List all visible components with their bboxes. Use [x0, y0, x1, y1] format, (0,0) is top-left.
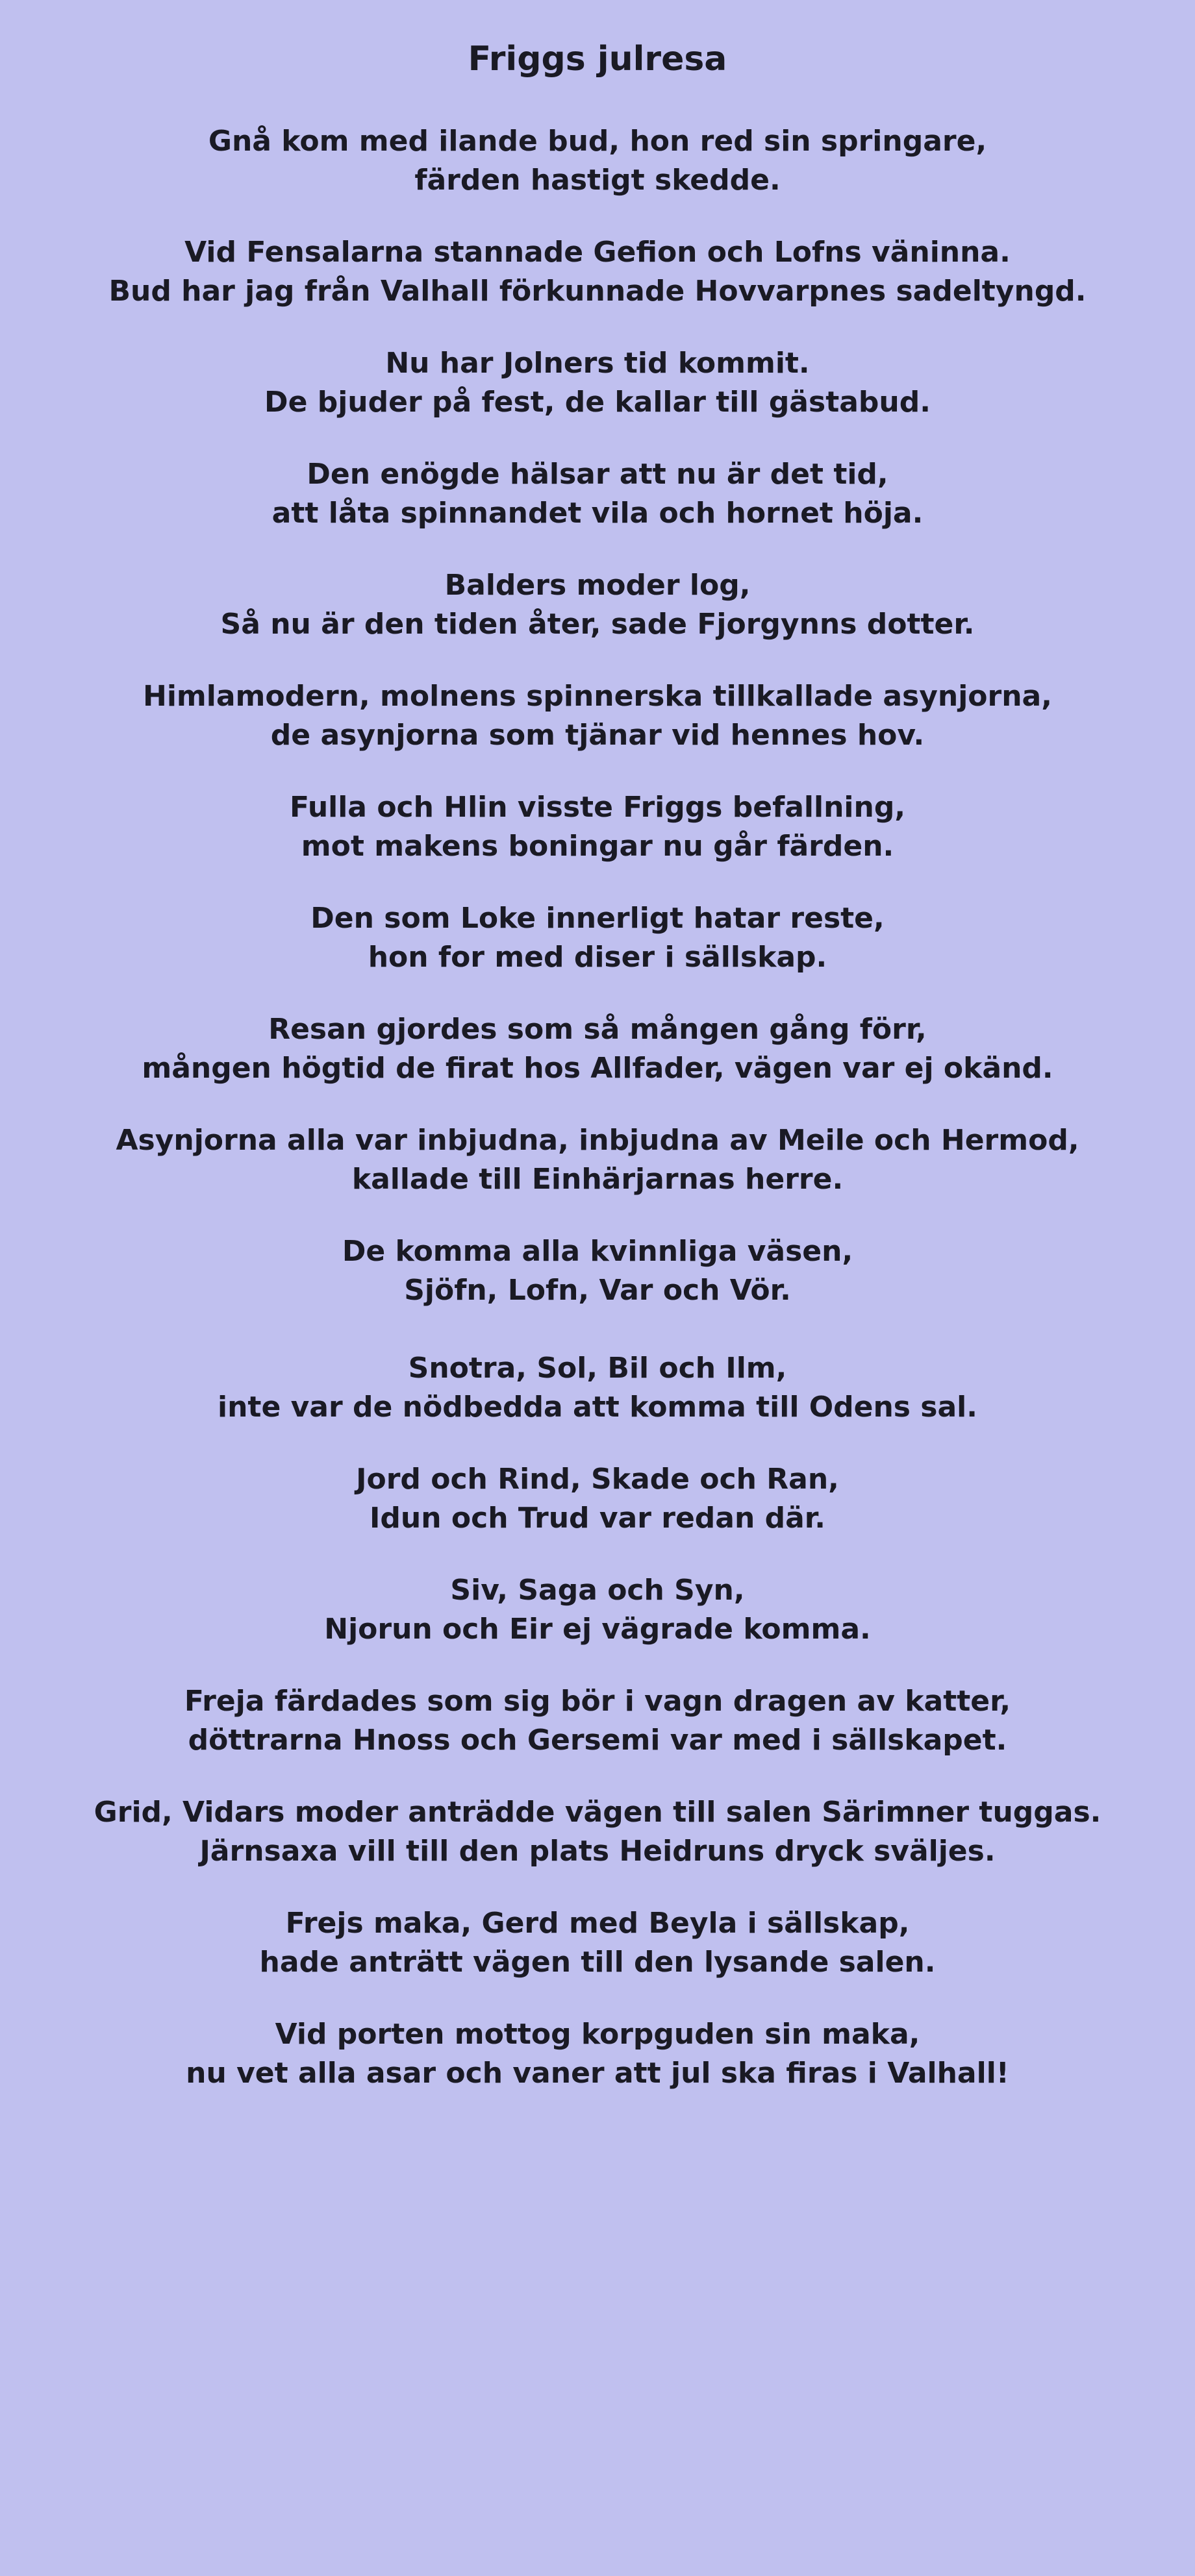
stanza — [0, 566, 1195, 644]
stanza — [0, 677, 1195, 755]
stanza-line: Balders moder log, — [444, 569, 751, 602]
stanza — [0, 1232, 1195, 1310]
stanza-line: Nu har Jolners tid kommit. — [385, 347, 810, 380]
stanza-line: mot makens boningar nu går färden. — [301, 830, 894, 863]
stanza-line: Siv, Saga och Syn, — [450, 1574, 745, 1607]
stanza-line: Jord och Rind, Skade och Ran, — [356, 1463, 839, 1496]
stanza-line: Resan gjordes som så mången gång förr, — [268, 1013, 927, 1046]
stanza — [0, 233, 1195, 311]
stanza-line: Asynjorna alla var inbjudna, inbjudna av Meile och Hermod, — [116, 1124, 1079, 1157]
stanza — [0, 122, 1195, 200]
stanza — [0, 1904, 1195, 1982]
stanza-line: Fulla och Hlin visste Friggs befallning, — [289, 791, 906, 824]
stanza-line: att låta spinnandet vila och hornet höja. — [271, 497, 924, 530]
stanza-line: Sjöfn, Lofn, Var och Vör. — [404, 1274, 791, 1307]
stanza-line: Njorun och Eir ej vägrade komma. — [324, 1613, 871, 1646]
stanza-line: Den som Loke innerligt hatar reste, — [310, 902, 885, 935]
stanza-line: inte var de nödbedda att komma till Odens sal. — [218, 1391, 977, 1424]
stanza-line: Frejs maka, Gerd med Beyla i sällskap, — [285, 1907, 910, 1940]
stanza-line: Grid, Vidars moder anträdde vägen till salen Särimner tuggas. — [94, 1796, 1101, 1829]
stanza-line: Snotra, Sol, Bil och Ilm, — [408, 1352, 787, 1385]
stanza — [0, 788, 1195, 866]
stanza-line: Himlamodern, molnens spinnerska tillkallade asynjorna, — [143, 680, 1052, 713]
stanza-line: nu vet alla asar och vaner att jul ska firas i Valhall! — [186, 2057, 1009, 2090]
stanza-line: Idun och Trud var redan där. — [370, 1502, 825, 1535]
stanza-line: De komma alla kvinnliga väsen, — [342, 1235, 853, 1268]
stanza — [0, 1010, 1195, 1088]
stanza-line: hon for med diser i sällskap. — [368, 941, 827, 974]
stanza — [0, 1460, 1195, 1538]
stanza-line: hade anträtt vägen till den lysande salen. — [259, 1946, 936, 1979]
stanza-line: de asynjorna som tjänar vid hennes hov. — [270, 719, 925, 752]
stanza — [0, 1793, 1195, 1871]
stanza — [0, 1682, 1195, 1760]
poem-title: Friggs julresa — [468, 40, 727, 79]
stanza — [0, 899, 1195, 977]
stanza — [0, 1571, 1195, 1649]
stanza — [0, 1121, 1195, 1199]
stanza-line: Freja färdades som sig bör i vagn dragen av katter, — [184, 1685, 1011, 1718]
stanza-line: Så nu är den tiden åter, sade Fjorgynns dotter. — [220, 608, 975, 641]
stanza-line: Vid porten mottog korpguden sin maka, — [275, 2018, 920, 2051]
stanza-line: Vid Fensalarna stannade Gefion och Lofns väninna. — [184, 236, 1011, 269]
stanza — [0, 344, 1195, 422]
stanza-line: Gnå kom med ilande bud, hon red sin springare, — [208, 125, 987, 158]
stanza-line: Bud har jag från Valhall förkunnade Hovvarpnes sadeltyngd. — [108, 275, 1087, 308]
stanza-line: döttrarna Hnoss och Gersemi var med i sällskapet. — [188, 1724, 1007, 1757]
stanza-line: kallade till Einhärjarnas herre. — [351, 1163, 844, 1196]
stanza — [0, 455, 1195, 533]
stanza-line: Järnsaxa vill till den plats Heidruns dryck sväljes. — [199, 1835, 996, 1868]
stanza-line: Den enögde hälsar att nu är det tid, — [307, 458, 888, 491]
stanza-line: De bjuder på fest, de kallar till gästabud. — [264, 386, 931, 419]
stanza-line: färden hastigt skedde. — [414, 164, 781, 197]
stanza — [0, 1349, 1195, 1427]
stanza-line: mången högtid de firat hos Allfader, vägen var ej okänd. — [142, 1052, 1053, 1085]
stanza — [0, 2015, 1195, 2093]
